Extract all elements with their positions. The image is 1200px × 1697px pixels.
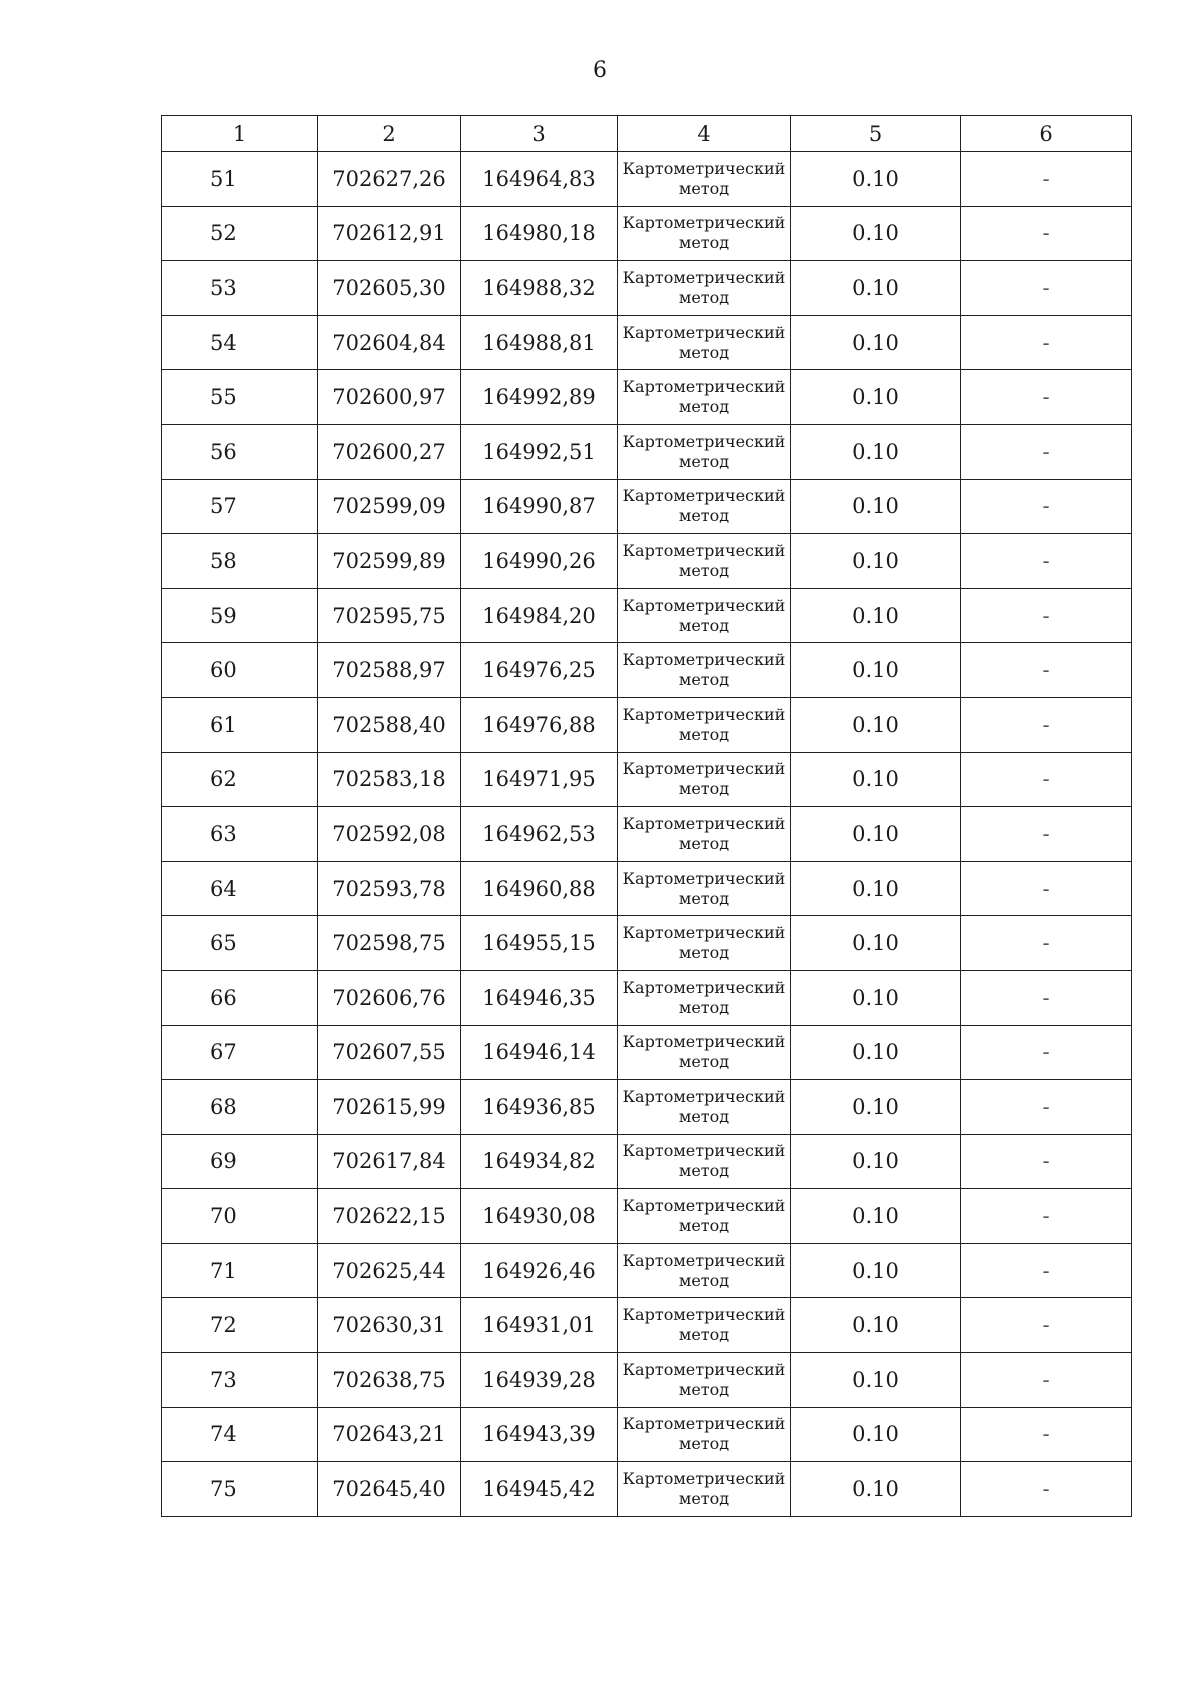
point-number-cell: 68 [162, 1080, 318, 1135]
note-cell: - [961, 424, 1132, 479]
method-cell [618, 1189, 791, 1244]
y-coordinate-cell: 164939,28 [461, 1353, 618, 1408]
header-row [162, 116, 1132, 152]
y-coordinate-cell: 164946,14 [461, 1025, 618, 1080]
method-line-2: метод [678, 1052, 730, 1072]
point-number-cell: 73 [162, 1353, 318, 1408]
method-line-2: метод [678, 1106, 730, 1126]
accuracy-cell: 0.10 [791, 261, 961, 316]
y-coordinate-cell: 164964,83 [461, 152, 618, 207]
method-line-1: Картометрический [622, 977, 786, 997]
method-cell [618, 1025, 791, 1080]
y-coordinate-cell: 164955,15 [461, 916, 618, 971]
method-cell [618, 807, 791, 862]
point-number-cell: 61 [162, 697, 318, 752]
table-row [162, 206, 1132, 261]
method-line-2: метод [678, 943, 730, 963]
method-line-1: Картометрический [622, 1414, 786, 1434]
x-coordinate-cell: 702643,21 [318, 1407, 461, 1462]
note-cell: - [961, 970, 1132, 1025]
method-line-2: метод [678, 1325, 730, 1345]
x-coordinate-cell: 702595,75 [318, 588, 461, 643]
table-row [162, 1025, 1132, 1080]
column-header: 6 [961, 116, 1132, 152]
method-line-1: Картометрический [622, 486, 786, 506]
point-number-cell: 58 [162, 534, 318, 589]
method-cell [618, 588, 791, 643]
note-cell: - [961, 1407, 1132, 1462]
accuracy-cell: 0.10 [791, 534, 961, 589]
method-line-1: Картометрический [622, 923, 786, 943]
accuracy-cell: 0.10 [791, 752, 961, 807]
table-row [162, 1353, 1132, 1408]
note-cell: - [961, 1243, 1132, 1298]
column-header: 2 [318, 116, 461, 152]
accuracy-cell: 0.10 [791, 370, 961, 425]
y-coordinate-cell: 164926,46 [461, 1243, 618, 1298]
table-row [162, 643, 1132, 698]
y-coordinate-cell: 164984,20 [461, 588, 618, 643]
column-header: 5 [791, 116, 961, 152]
x-coordinate-cell: 702588,40 [318, 697, 461, 752]
accuracy-cell: 0.10 [791, 206, 961, 261]
point-number-cell: 74 [162, 1407, 318, 1462]
method-line-2: метод [678, 1270, 730, 1290]
method-line-1: Картометрический [622, 158, 786, 178]
table-row [162, 697, 1132, 752]
method-cell [618, 370, 791, 425]
method-line-1: Картометрический [622, 1305, 786, 1325]
accuracy-cell: 0.10 [791, 1080, 961, 1135]
x-coordinate-cell: 702604,84 [318, 315, 461, 370]
point-number-cell: 55 [162, 370, 318, 425]
point-number-cell: 62 [162, 752, 318, 807]
note-cell: - [961, 861, 1132, 916]
accuracy-cell: 0.10 [791, 1353, 961, 1408]
method-line-1: Картометрический [622, 1250, 786, 1270]
method-cell [618, 861, 791, 916]
method-cell [618, 1407, 791, 1462]
table-row [162, 1080, 1132, 1135]
note-cell: - [961, 1189, 1132, 1244]
y-coordinate-cell: 164988,32 [461, 261, 618, 316]
point-number-cell: 53 [162, 261, 318, 316]
accuracy-cell: 0.10 [791, 807, 961, 862]
point-number-cell: 59 [162, 588, 318, 643]
point-number-cell: 63 [162, 807, 318, 862]
method-cell [618, 1134, 791, 1189]
method-line-1: Картометрический [622, 540, 786, 560]
method-line-1: Картометрический [622, 650, 786, 670]
table-row [162, 588, 1132, 643]
y-coordinate-cell: 164936,85 [461, 1080, 618, 1135]
note-cell: - [961, 807, 1132, 862]
accuracy-cell: 0.10 [791, 643, 961, 698]
point-number-cell: 75 [162, 1462, 318, 1517]
method-line-1: Картометрический [622, 431, 786, 451]
column-header: 1 [162, 116, 318, 152]
point-number-cell: 64 [162, 861, 318, 916]
x-coordinate-cell: 702598,75 [318, 916, 461, 971]
y-coordinate-cell: 164934,82 [461, 1134, 618, 1189]
method-line-2: метод [678, 1161, 730, 1181]
y-coordinate-cell: 164976,88 [461, 697, 618, 752]
method-cell [618, 1298, 791, 1353]
method-line-1: Картометрический [622, 322, 786, 342]
note-cell: - [961, 697, 1132, 752]
method-line-2: метод [678, 1489, 730, 1509]
note-cell: - [961, 1080, 1132, 1135]
column-header: 3 [461, 116, 618, 152]
table-row [162, 424, 1132, 479]
point-number-cell: 54 [162, 315, 318, 370]
point-number-cell: 72 [162, 1298, 318, 1353]
table-row [162, 1462, 1132, 1517]
method-line-2: метод [678, 233, 730, 253]
point-number-cell: 65 [162, 916, 318, 971]
method-line-1: Картометрический [622, 759, 786, 779]
method-line-1: Картометрический [622, 1359, 786, 1379]
method-cell [618, 1353, 791, 1408]
table-body [162, 152, 1132, 1517]
method-line-1: Картометрический [622, 868, 786, 888]
accuracy-cell: 0.10 [791, 1298, 961, 1353]
method-line-1: Картометрический [622, 595, 786, 615]
y-coordinate-cell: 164943,39 [461, 1407, 618, 1462]
method-line-2: метод [678, 451, 730, 471]
method-cell [618, 752, 791, 807]
x-coordinate-cell: 702617,84 [318, 1134, 461, 1189]
note-cell: - [961, 752, 1132, 807]
x-coordinate-cell: 702622,15 [318, 1189, 461, 1244]
table-row [162, 916, 1132, 971]
method-line-1: Картометрический [622, 1469, 786, 1489]
note-cell: - [961, 261, 1132, 316]
method-line-2: метод [678, 779, 730, 799]
table-row [162, 1134, 1132, 1189]
note-cell: - [961, 479, 1132, 534]
x-coordinate-cell: 702605,30 [318, 261, 461, 316]
table-row [162, 315, 1132, 370]
method-cell [618, 916, 791, 971]
accuracy-cell: 0.10 [791, 861, 961, 916]
method-cell [618, 261, 791, 316]
method-line-1: Картометрический [622, 1196, 786, 1216]
method-line-1: Картометрический [622, 813, 786, 833]
method-line-1: Картометрический [622, 1086, 786, 1106]
accuracy-cell: 0.10 [791, 1025, 961, 1080]
method-line-2: метод [678, 178, 730, 198]
x-coordinate-cell: 702592,08 [318, 807, 461, 862]
accuracy-cell: 0.10 [791, 424, 961, 479]
accuracy-cell: 0.10 [791, 588, 961, 643]
x-coordinate-cell: 702588,97 [318, 643, 461, 698]
table-row [162, 370, 1132, 425]
y-coordinate-cell: 164992,51 [461, 424, 618, 479]
table-row [162, 1407, 1132, 1462]
table-header [162, 116, 1132, 152]
method-line-2: метод [678, 1434, 730, 1454]
accuracy-cell: 0.10 [791, 1462, 961, 1517]
page-number: 6 [593, 58, 607, 83]
accuracy-cell: 0.10 [791, 1243, 961, 1298]
point-number-cell: 60 [162, 643, 318, 698]
table-row [162, 534, 1132, 589]
x-coordinate-cell: 702625,44 [318, 1243, 461, 1298]
x-coordinate-cell: 702615,99 [318, 1080, 461, 1135]
x-coordinate-cell: 702599,09 [318, 479, 461, 534]
accuracy-cell: 0.10 [791, 315, 961, 370]
x-coordinate-cell: 702606,76 [318, 970, 461, 1025]
method-cell [618, 1243, 791, 1298]
coordinates-table [161, 115, 1132, 1517]
table-row [162, 152, 1132, 207]
accuracy-cell: 0.10 [791, 152, 961, 207]
y-coordinate-cell: 164976,25 [461, 643, 618, 698]
x-coordinate-cell: 702593,78 [318, 861, 461, 916]
method-cell [618, 1462, 791, 1517]
x-coordinate-cell: 702600,97 [318, 370, 461, 425]
note-cell: - [961, 1134, 1132, 1189]
method-line-2: метод [678, 888, 730, 908]
method-cell [618, 152, 791, 207]
y-coordinate-cell: 164931,01 [461, 1298, 618, 1353]
point-number-cell: 70 [162, 1189, 318, 1244]
y-coordinate-cell: 164980,18 [461, 206, 618, 261]
method-line-2: метод [678, 1216, 730, 1236]
accuracy-cell: 0.10 [791, 970, 961, 1025]
table-row [162, 752, 1132, 807]
method-line-2: метод [678, 397, 730, 417]
method-cell [618, 534, 791, 589]
method-cell [618, 970, 791, 1025]
note-cell: - [961, 152, 1132, 207]
column-header: 4 [618, 116, 791, 152]
note-cell: - [961, 315, 1132, 370]
method-line-2: метод [678, 615, 730, 635]
note-cell: - [961, 534, 1132, 589]
accuracy-cell: 0.10 [791, 479, 961, 534]
method-cell [618, 424, 791, 479]
y-coordinate-cell: 164962,53 [461, 807, 618, 862]
table-row [162, 970, 1132, 1025]
method-cell [618, 315, 791, 370]
accuracy-cell: 0.10 [791, 916, 961, 971]
y-coordinate-cell: 164992,89 [461, 370, 618, 425]
y-coordinate-cell: 164990,87 [461, 479, 618, 534]
y-coordinate-cell: 164930,08 [461, 1189, 618, 1244]
note-cell: - [961, 1298, 1132, 1353]
method-cell [618, 697, 791, 752]
method-line-2: метод [678, 997, 730, 1017]
note-cell: - [961, 643, 1132, 698]
table-row [162, 261, 1132, 316]
method-cell [618, 643, 791, 698]
x-coordinate-cell: 702599,89 [318, 534, 461, 589]
x-coordinate-cell: 702612,91 [318, 206, 461, 261]
table-row [162, 1243, 1132, 1298]
x-coordinate-cell: 702627,26 [318, 152, 461, 207]
point-number-cell: 66 [162, 970, 318, 1025]
note-cell: - [961, 1353, 1132, 1408]
table-row [162, 807, 1132, 862]
method-line-1: Картометрический [622, 213, 786, 233]
method-line-1: Картометрический [622, 1141, 786, 1161]
point-number-cell: 67 [162, 1025, 318, 1080]
method-line-2: метод [678, 342, 730, 362]
point-number-cell: 71 [162, 1243, 318, 1298]
accuracy-cell: 0.10 [791, 1189, 961, 1244]
note-cell: - [961, 1025, 1132, 1080]
method-line-1: Картометрический [622, 1032, 786, 1052]
accuracy-cell: 0.10 [791, 1134, 961, 1189]
method-cell [618, 1080, 791, 1135]
table-row [162, 1298, 1132, 1353]
method-line-2: метод [678, 287, 730, 307]
note-cell: - [961, 588, 1132, 643]
method-line-1: Картометрический [622, 267, 786, 287]
method-line-2: метод [678, 833, 730, 853]
method-cell [618, 206, 791, 261]
method-line-1: Картометрический [622, 377, 786, 397]
note-cell: - [961, 916, 1132, 971]
point-number-cell: 56 [162, 424, 318, 479]
x-coordinate-cell: 702638,75 [318, 1353, 461, 1408]
x-coordinate-cell: 702645,40 [318, 1462, 461, 1517]
method-line-2: метод [678, 506, 730, 526]
point-number-cell: 57 [162, 479, 318, 534]
y-coordinate-cell: 164945,42 [461, 1462, 618, 1517]
point-number-cell: 52 [162, 206, 318, 261]
y-coordinate-cell: 164988,81 [461, 315, 618, 370]
y-coordinate-cell: 164946,35 [461, 970, 618, 1025]
x-coordinate-cell: 702630,31 [318, 1298, 461, 1353]
x-coordinate-cell: 702607,55 [318, 1025, 461, 1080]
y-coordinate-cell: 164990,26 [461, 534, 618, 589]
method-line-2: метод [678, 1379, 730, 1399]
method-line-2: метод [678, 724, 730, 744]
method-cell [618, 479, 791, 534]
accuracy-cell: 0.10 [791, 697, 961, 752]
x-coordinate-cell: 702600,27 [318, 424, 461, 479]
table-row [162, 861, 1132, 916]
note-cell: - [961, 1462, 1132, 1517]
table-row [162, 1189, 1132, 1244]
accuracy-cell: 0.10 [791, 1407, 961, 1462]
x-coordinate-cell: 702583,18 [318, 752, 461, 807]
method-line-2: метод [678, 560, 730, 580]
y-coordinate-cell: 164960,88 [461, 861, 618, 916]
table-row [162, 479, 1132, 534]
y-coordinate-cell: 164971,95 [461, 752, 618, 807]
note-cell: - [961, 370, 1132, 425]
method-line-2: метод [678, 670, 730, 690]
note-cell: - [961, 206, 1132, 261]
method-line-1: Картометрический [622, 704, 786, 724]
point-number-cell: 51 [162, 152, 318, 207]
point-number-cell: 69 [162, 1134, 318, 1189]
